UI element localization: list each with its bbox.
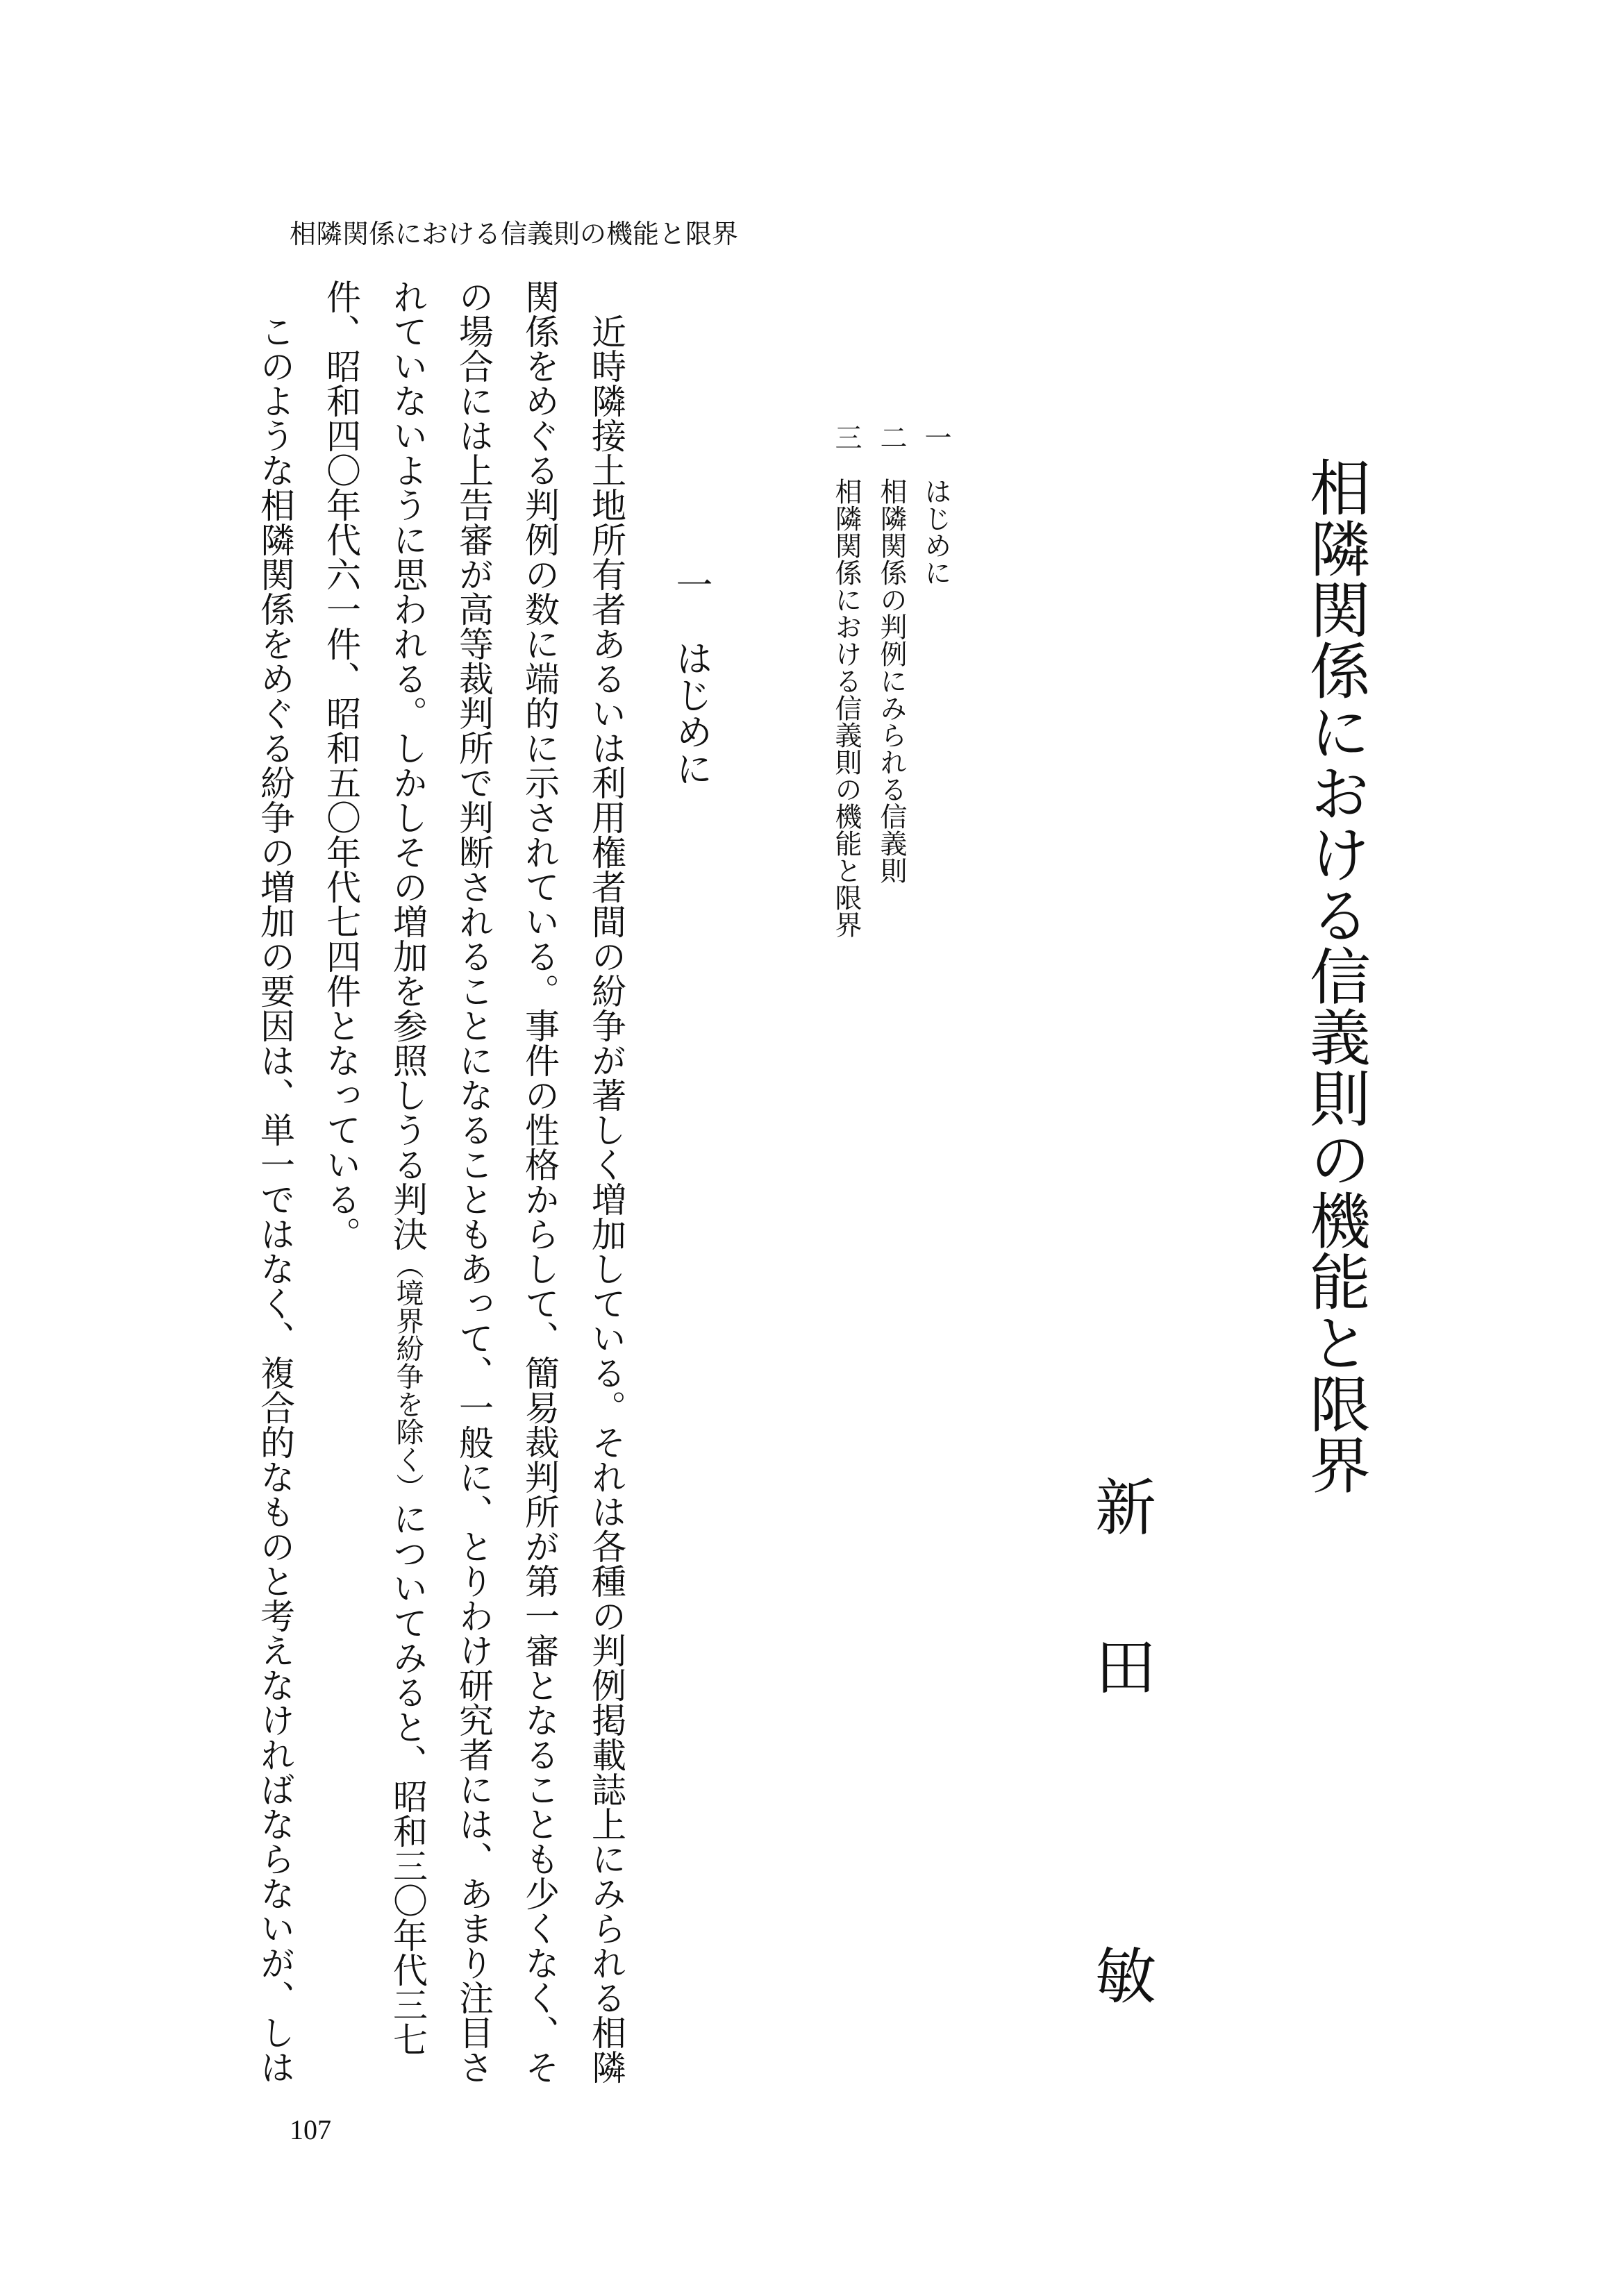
author-given-name: 敏: [1085, 1944, 1157, 2005]
section-heading: [670, 566, 712, 787]
toc-item: [833, 424, 860, 938]
section-title: はじめに: [670, 639, 712, 787]
page-number: 107: [290, 2114, 331, 2145]
body-line: 件、昭和四〇年代六一件、昭和五〇年代七四件となっている。: [321, 279, 361, 1251]
toc-label: 相隣関係の判例にみられる信義則: [876, 478, 907, 884]
body-line: このような相隣関係をめぐる紛争の増加の要因は、単一ではなく、複合的なものと考えなければならないが、しは: [255, 314, 295, 2084]
toc-label: 相隣関係における信義則の機能と限界: [831, 478, 862, 938]
body-line: の場合には上告審が高等裁判所で判断されることになることもあって、一般に、とりわけ研究者には、あまり注目さ: [453, 279, 494, 2084]
toc-item: [878, 424, 905, 884]
toc-number: 二: [876, 424, 907, 451]
body-line: 関係をめぐる判例の数に端的に示されている。事件の性格からして、簡易裁判所が第一審となることも少くなく、そ: [519, 279, 560, 2084]
body-line-segment: についてみると、昭和三〇年代三七: [387, 1501, 428, 2056]
section-number: 一: [670, 566, 712, 603]
running-header: 相隣関係における信義則の機能と限界: [290, 219, 739, 249]
body-line-segment: れていないように思われる。しかしその増加を参照しうる判決: [387, 279, 428, 1251]
article-title: 相隣関係における信義則の機能と限界: [1300, 456, 1371, 1495]
toc-label: はじめに: [920, 478, 951, 586]
toc-number: 三: [831, 424, 862, 451]
toc-number: 一: [920, 424, 951, 451]
toc-item: [922, 424, 949, 586]
body-line: 近時隣接土地所有者あるいは利用権者間の紛争が著しく増加している。それは各種の判例掲載誌上にみられる相隣: [586, 314, 626, 2084]
body-line: [387, 279, 428, 2112]
parenthetical-note: （境界紛争を除く）: [392, 1251, 424, 1501]
author-family-name: 新田: [1085, 1475, 1157, 1795]
